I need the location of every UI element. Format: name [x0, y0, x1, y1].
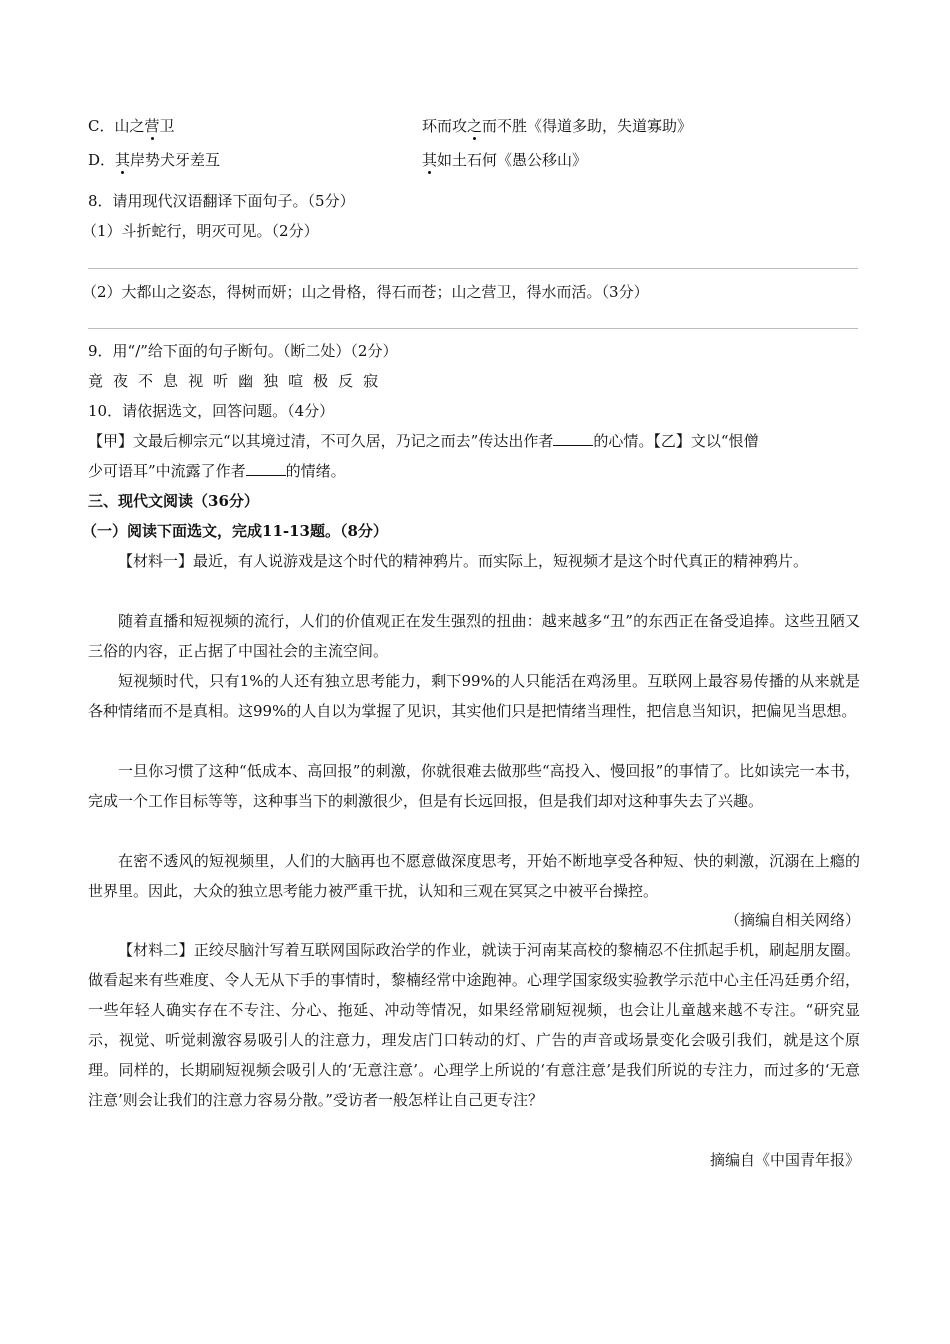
section-subtitle: （一）阅读下面选文，完成11-13题。（8分） [82, 522, 388, 540]
q10-text: 的情绪。 [285, 462, 346, 480]
answer-line[interactable] [88, 328, 858, 329]
material2-paragraph: 【材料二】正绞尽脑汁写着互联网国际政治学的作业，就读于河南某高校的黎楠忍不住抓起手机，刷起朋友圈。做看起来有些难度、令人无从下手的事情时，黎楠经常中途跑神。心理学国家级实验教学示范中心主任冯廷勇介绍，一些年轻人确实存在不专注、分心、拖延、冲动等情况，如果经常刷短视频，也会让儿童越来越不专注。“研究显示，视觉、听觉刺激容易吸引人的注意力，理发店门口转动的灯、广告的声音或场景变化会吸引我们，就是这个原理。同样的，长期刷短视频会吸引人的‘无意注意’。心理学上所说的‘有意注意’是我们所说的专注力，而过多的‘无意注意’则会让我们的注意力容易分散。”受访者一般怎样让自己更专注？ [88, 941, 860, 1109]
sentence-char: 喧 [288, 372, 304, 390]
section-title: 三、现代文阅读（36分） [88, 492, 259, 510]
emphasis-char: 之 [467, 117, 483, 135]
emphasis-char: 其 [115, 151, 131, 169]
sentence-char: 视 [188, 372, 204, 390]
q10-line1 [88, 431, 759, 451]
material1-paragraph: 【材料一】最近，有人说游戏是这个时代的精神鸦片。而实际上，短视频才是这个时代真正的精神鸦片。 [118, 552, 809, 570]
q10-line2 [88, 461, 346, 481]
q10-stem: 10．请依据选文，回答问题。（4分） [88, 402, 335, 420]
sentence-char: 不 [138, 372, 154, 390]
emphasis-char: 营 [144, 117, 160, 135]
option-text: 卫 [159, 117, 175, 135]
material1-source: （摘编自相关网络） [724, 911, 860, 929]
sentence-char: 反 [338, 372, 354, 390]
q7-option-d-left [88, 150, 220, 170]
q10-text: 少可语耳”中流露了作者 [88, 462, 246, 480]
fill-blank[interactable] [246, 461, 286, 476]
q8-stem: 8．请用现代汉语翻译下面句子。（5分） [88, 192, 355, 210]
emphasis-char: 其 [422, 151, 438, 169]
q7-option-d-right [422, 150, 587, 170]
material2-source: 摘编自《中国青年报》 [709, 1151, 860, 1169]
material1-paragraph: 短视频时代，只有1%的人还有独立思考能力，剩下99%的人只能活在鸡汤里。互联网上最容易传播的从来就是各种情绪而不是真相。这99%的人自以为掌握了见识，其实他们只是把情绪当理性，把信息当知识，把偏见当思想。 [88, 672, 860, 720]
sentence-char: 夜 [113, 372, 129, 390]
sentence-char: 极 [313, 372, 329, 390]
option-text: 如土石何《愚公移山》 [437, 151, 588, 169]
option-text: 岸势犬牙差互 [130, 151, 221, 169]
sentence-char: 听 [213, 372, 229, 390]
material1-paragraph: 随着直播和短视频的流行，人们的价值观正在发生强烈的扭曲：越来越多“丑”的东西正在备受追捧。这些丑陋又三俗的内容，正占据了中国社会的主流空间。 [88, 612, 860, 660]
q8-sub2: （2）大都山之姿态，得树而妍；山之骨格，得石而苍；山之营卫，得水而活。（3分） [82, 283, 649, 301]
sentence-char: 竟 [88, 372, 104, 390]
sentence-char: 独 [263, 372, 279, 390]
answer-line[interactable] [88, 268, 858, 269]
option-text: 环而攻 [422, 117, 468, 135]
q9-sentence [88, 371, 378, 391]
sentence-char: 寂 [363, 372, 379, 390]
q9-stem: 9．用“/”给下面的句子断句。（断二处）（2分） [88, 342, 398, 360]
sentence-char: 幽 [238, 372, 254, 390]
fill-blank[interactable] [553, 431, 593, 446]
q10-text: 的心情。【乙】文以“恨僧 [593, 432, 759, 450]
option-text: 而不胜《得道多助，失道寡助》 [482, 117, 693, 135]
option-text: 山之 [114, 117, 145, 135]
material1-paragraph: 一旦你习惯了这种“低成本、高回报”的刺激，你就很难去做那些“高投入、慢回报”的事情了。比如读完一本书，完成一个工作目标等等，这种事当下的刺激很少，但是有长远回报，但是我们却对这种事失去了兴趣。 [88, 762, 860, 810]
q8-sub1: （1）斗折蛇行，明灭可见。（2分） [82, 222, 319, 240]
sentence-char: 息 [163, 372, 179, 390]
q10-text: 【甲】文最后柳宗元“以其境过清，不可久居，乃记之而去”传达出作者 [88, 432, 554, 450]
q7-option-c-left [88, 116, 175, 136]
option-label: C． [88, 117, 115, 135]
option-label: D． [88, 151, 116, 169]
material1-paragraph: 在密不透风的短视频里，人们的大脑再也不愿意做深度思考，开始不断地享受各种短、快的刺激，沉溺在上瘾的世界里。因此，大众的独立思考能力被严重干扰，认知和三观在冥冥之中被平台操控。 [88, 852, 860, 900]
q7-option-c-right [422, 116, 692, 136]
